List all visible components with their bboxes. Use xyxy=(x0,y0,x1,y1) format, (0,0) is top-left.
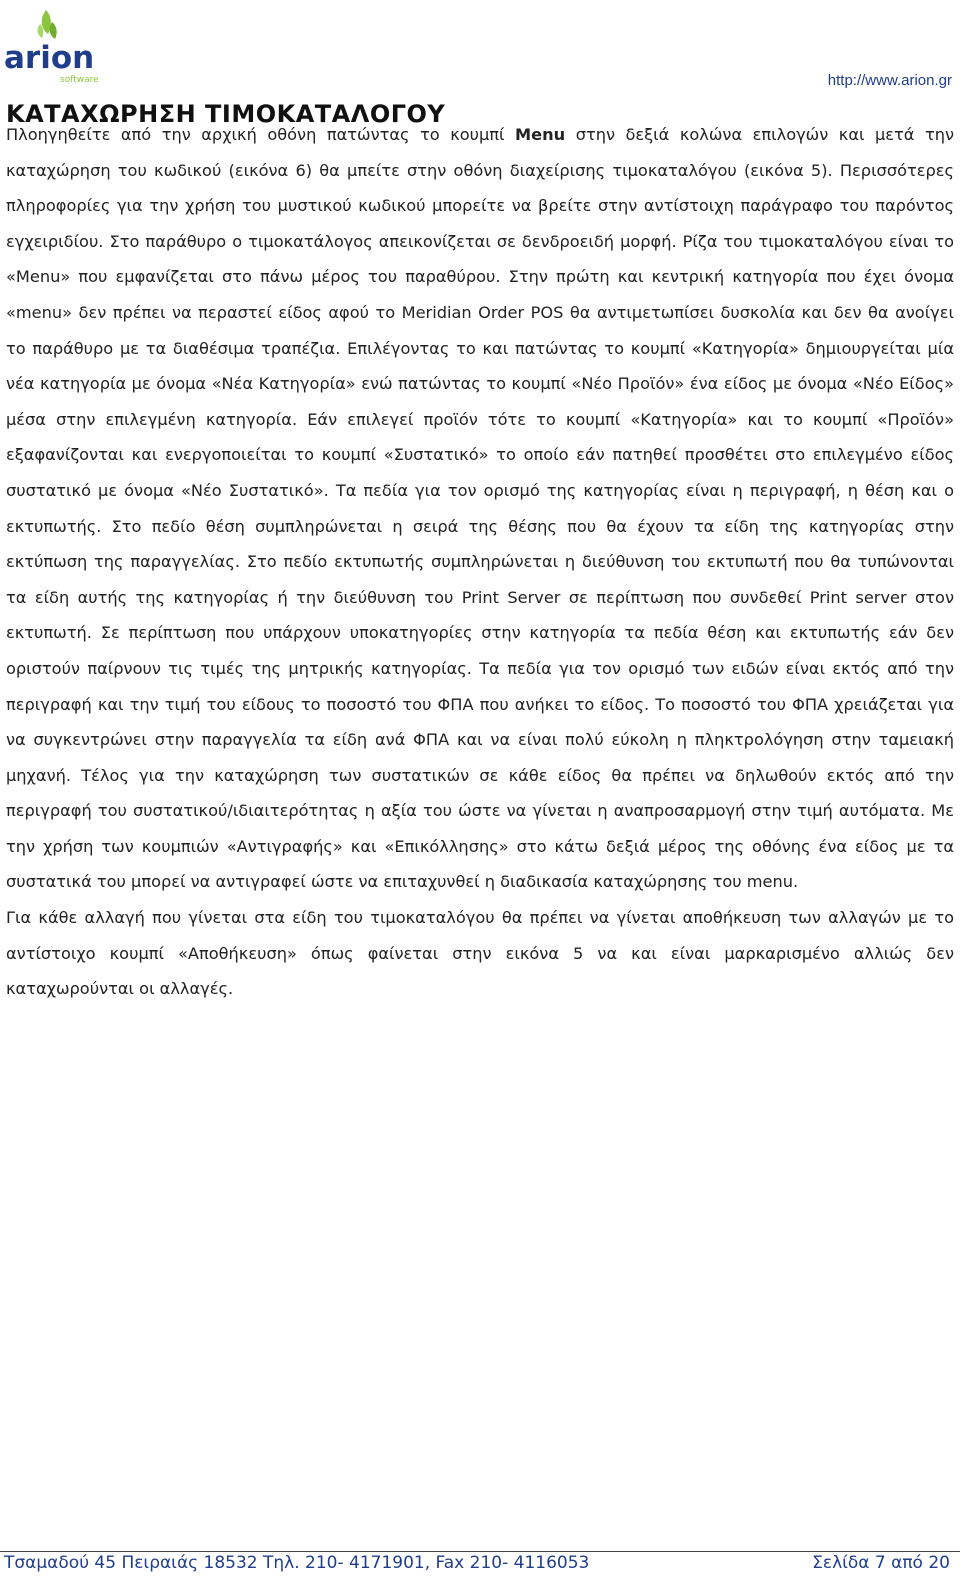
paragraph-1-start: Πλοηγηθείτε από την αρχική οθόνη πατώντας το κουμπί xyxy=(6,125,516,144)
arion-logo-graphic xyxy=(2,2,102,86)
footer-address: Τσαμαδού 45 Πειραιάς 18532 Τηλ. 210- 4171901, Fax 210- 4116053 xyxy=(4,1553,590,1573)
paragraph-1-rest: στην δεξιά κολώνα επιλογών και μετά την καταχώρηση του κωδικού (εικόνα 6) θα μπείτε στην οθόνη διαχείρισης τιμοκαταλόγου (εικόνα 5). Περισσότερες πληροφορίες για την χρήση του μυστικού κωδικού μπορείτε να βρείτε στην αντίστοιχη παράγραφο του παρόντος εγχειριδίου. Στο παράθυρο ο τιμοκατάλογος απεικονίζεται σε δενδροειδή μορφή. Ρίζα του τιμοκαταλόγου είναι το «Menu» που εμφανίζεται στο πάνω μέρος του παραθύρου. Στην πρώτη και κεντρική κατηγορία που έχει όνομα «menu» δεν πρέπει να περαστεί είδος αφού το Meridian Order POS θα αντιμετωπίσει δυσκολία και δεν θα ανοίγει το παράθυρο με τα διαθέσιμα τραπέζια. Επιλέγοντας το και πατώντας το κουμπί «Κατηγορία» δημιουργείται μία νέα κατηγορία με όνομα «Νέα Κατηγορία» ενώ πατώντας το κουμπί «Νέο Προϊόν» ένα είδος με όνομα «Νέο Είδος» μέσα στην επιλεγμένη κατηγορία. Εάν επιλεγεί προϊόν τότε το κουμπί «Κατηγορία» και το κουμπί «Προϊόν» εξαφανίζονται και ενεργοποιείται το κουμπί «Συστατικό» το οποίο εάν πατηθεί προσθέτει στο επιλεγμένο είδος συστατικό με όνομα «Νέο Συστατικό». Τα πεδία για τον ορισμό της κατηγορίας είναι η περιγραφή, η θέση και ο εκτυπωτής. Στο πεδίο θέση συμπληρώνεται η σειρά της θέσης που θα έχουν τα είδη της κατηγορίας στην εκτύπωση της παραγγελίας. Στο πεδίο εκτυπωτής συμπληρώνεται η διεύθυνση του εκτυπωτή που θα τυπώνονται τα είδη αυτής της κατηγορίας ή την διεύθυνση του Print Server σε περίπτωση που συνδεθεί Print server στον εκτυπωτή. Σε περίπτωση που υπάρχουν υποκατηγορίες στην κατηγορία τα πεδία θέση και εκτυπωτής εάν δεν οριστούν παίρνουν τις τιμές της μητρικής κατηγορίας. Τα πεδία για τον ορισμό των ειδών είναι εκτός από την περιγραφή και την τιμή του είδους το ποσοστό του ΦΠΑ που ανήκει το είδος. Το ποσοστό του ΦΠΑ χρειάζεται για να συγκεντρώνει στην παραγγελία τα είδη ανά ΦΠΑ και να είναι πολύ εύκολη η πληκτρολόγηση στην ταμειακή μηχανή. Τέλος για την καταχώρηση των συστατικών σε κάθε είδος θα πρέπει να δηλωθούν εκτός από την περιγραφή του συστατικού/ιδιαιτερότητας η αξία του ώστε να γίνεται η αναπροσαρμογή στην τιμή αυτόματα. Με την χρήση των κουμπιών «Αντιγραφής» και «Επικόλλησης» στο κάτω δεξιά μέρος της οθόνης ένα είδος με τα συστατικά του μπορεί να αντιγραφεί ώστε να επιταχυνθεί η διαδικασία καταχώρησης του menu. xyxy=(6,125,954,892)
logo-tagline: software xyxy=(60,75,99,85)
paragraph-1 xyxy=(6,117,954,900)
footer-divider xyxy=(0,1551,960,1552)
document-body xyxy=(6,117,954,1007)
paragraph-2: Για κάθε αλλαγή που γίνεται στα είδη του τιμοκαταλόγου θα πρέπει να γίνεται αποθήκευση των αλλαγών με το αντίστοιχο κουμπί «Αποθήκευση» όπως φαίνεται στην εικόνα 5 να και είναι μαρκαρισμένο αλλιώς δεν καταχωρούνται οι αλλαγές. xyxy=(6,908,954,999)
page-title: ΚΑΤΑΧΩΡΗΣΗ ΤΙΜΟΚΑΤΑΛΟΓΟΥ xyxy=(6,100,446,128)
logo-wordmark: arion xyxy=(4,40,95,76)
menu-bold-term: Menu xyxy=(515,125,566,144)
arion-logo xyxy=(2,2,102,86)
website-url[interactable]: http://www.arion.gr xyxy=(827,72,952,89)
footer-page-number: Σελίδα 7 από 20 xyxy=(812,1553,950,1573)
